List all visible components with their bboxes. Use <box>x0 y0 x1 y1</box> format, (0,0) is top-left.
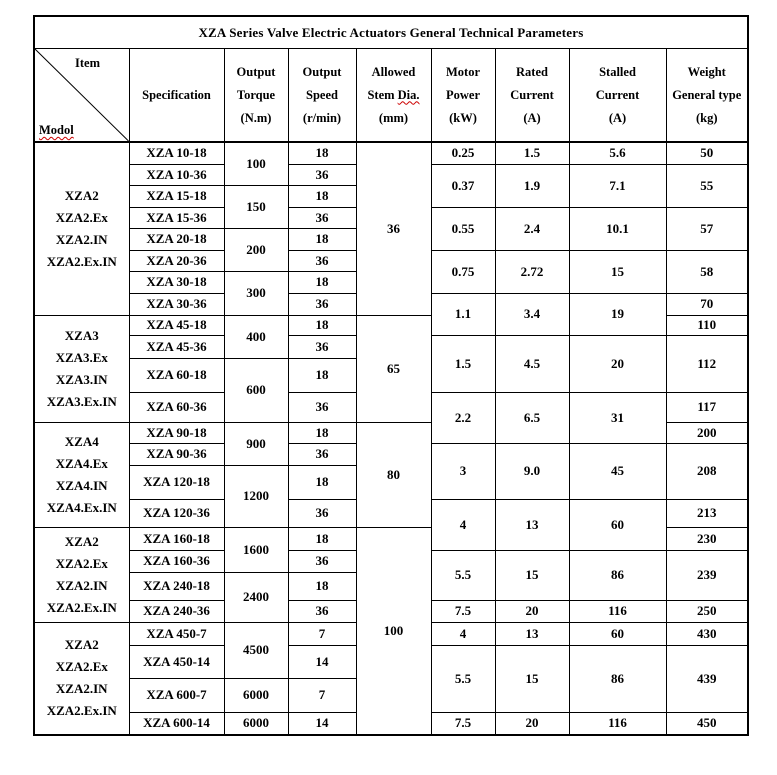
header-line <box>357 84 431 107</box>
cell-weight: 58 <box>666 250 748 293</box>
cell-output-speed: 18 <box>288 358 356 392</box>
cell-stem-dia: 100 <box>356 527 431 735</box>
cell-specification: XZA 90-18 <box>129 422 224 443</box>
cell-stalled-current: 86 <box>569 550 666 600</box>
cell-weight: 110 <box>666 315 748 335</box>
cell-specification: XZA 30-36 <box>129 293 224 315</box>
cell-specification: XZA 450-7 <box>129 622 224 645</box>
cell-rated-current: 1.5 <box>495 142 569 164</box>
corner-item-label: Item <box>75 56 100 70</box>
cell-specification: XZA 30-18 <box>129 271 224 293</box>
model-line: XZA2 <box>64 187 99 203</box>
model-line: XZA3 <box>64 327 99 343</box>
header-line: Specification <box>142 87 211 102</box>
cell-specification: XZA 240-18 <box>129 572 224 600</box>
cell-weight: 439 <box>666 645 748 712</box>
cell-stalled-current: 60 <box>569 622 666 645</box>
model-line: XZA2.IN <box>55 577 108 593</box>
cell-output-speed: 18 <box>288 271 356 293</box>
column-header-allowed-stem-dia <box>356 49 431 143</box>
column-header-specification <box>129 49 224 143</box>
cell-stalled-current: 15 <box>569 250 666 293</box>
model-line: XZA2.Ex <box>55 209 108 225</box>
cell-output-speed: 18 <box>288 185 356 207</box>
cell-stalled-current: 7.1 <box>569 164 666 207</box>
cell-output-speed: 18 <box>288 315 356 335</box>
cell-output-speed: 14 <box>288 712 356 735</box>
cell-specification: XZA 45-36 <box>129 335 224 358</box>
cell-model <box>34 142 129 315</box>
cell-output-torque: 2400 <box>224 572 288 622</box>
cell-rated-current: 9.0 <box>495 443 569 499</box>
cell-motor-power: 4 <box>431 499 495 550</box>
header-line: (kW) <box>449 110 477 125</box>
cell-rated-current: 2.4 <box>495 207 569 250</box>
cell-specification: XZA 120-36 <box>129 499 224 527</box>
cell-specification: XZA 20-36 <box>129 250 224 271</box>
cell-output-speed: 36 <box>288 600 356 622</box>
cell-motor-power: 7.5 <box>431 712 495 735</box>
model-line: XZA3.Ex.IN <box>46 393 117 409</box>
model-line: XZA3.IN <box>55 371 108 387</box>
cell-motor-power: 0.25 <box>431 142 495 164</box>
cell-weight: 450 <box>666 712 748 735</box>
cell-stalled-current: 116 <box>569 600 666 622</box>
cell-stalled-current: 19 <box>569 293 666 335</box>
cell-stem-dia: 80 <box>356 422 431 527</box>
cell-rated-current: 1.9 <box>495 164 569 207</box>
cell-stalled-current: 20 <box>569 335 666 392</box>
header-line: (A) <box>608 110 627 125</box>
corner-model-label: Modol <box>39 123 74 137</box>
header-line: Power <box>445 87 480 102</box>
table-container <box>33 15 749 736</box>
cell-output-speed: 36 <box>288 293 356 315</box>
header-line: Torque <box>236 87 276 102</box>
cell-stem-dia: 65 <box>356 315 431 422</box>
parameters-table <box>33 15 749 736</box>
header-row <box>34 49 748 143</box>
model-line: XZA2.Ex.IN <box>46 253 117 269</box>
cell-motor-power: 0.37 <box>431 164 495 207</box>
cell-specification: XZA 10-18 <box>129 142 224 164</box>
cell-rated-current: 4.5 <box>495 335 569 392</box>
title-row <box>34 16 748 49</box>
model-line: XZA2.Ex <box>55 659 108 675</box>
cell-weight: 200 <box>666 422 748 443</box>
cell-output-torque: 900 <box>224 422 288 465</box>
cell-specification: XZA 45-18 <box>129 315 224 335</box>
cell-specification: XZA 600-7 <box>129 678 224 712</box>
header-line: (N.m) <box>240 110 272 125</box>
cell-weight: 112 <box>666 335 748 392</box>
cell-specification: XZA 15-18 <box>129 185 224 207</box>
column-header-output-speed <box>288 49 356 143</box>
cell-output-speed: 36 <box>288 207 356 228</box>
table-row <box>34 142 748 164</box>
header-line: Rated <box>516 64 548 79</box>
cell-stalled-current: 116 <box>569 712 666 735</box>
column-header-motor-power <box>431 49 495 143</box>
cell-output-torque: 200 <box>224 228 288 271</box>
cell-rated-current: 15 <box>495 550 569 600</box>
misspelled-word: Dia. <box>397 87 420 102</box>
cell-stalled-current: 45 <box>569 443 666 499</box>
cell-output-speed: 18 <box>288 228 356 250</box>
cell-output-torque: 6000 <box>224 678 288 712</box>
cell-weight: 250 <box>666 600 748 622</box>
cell-weight: 70 <box>666 293 748 315</box>
model-line: XZA4.IN <box>55 477 108 493</box>
model-line: XZA3.Ex <box>55 349 108 365</box>
column-header-rated-current <box>495 49 569 143</box>
cell-specification: XZA 120-18 <box>129 465 224 499</box>
cell-model <box>34 315 129 422</box>
cell-output-torque: 1600 <box>224 527 288 572</box>
cell-stalled-current: 60 <box>569 499 666 550</box>
cell-rated-current: 15 <box>495 645 569 712</box>
cell-output-speed: 36 <box>288 392 356 422</box>
header-line: (mm) <box>378 110 409 125</box>
cell-motor-power: 5.5 <box>431 550 495 600</box>
header-line: Output <box>302 64 342 79</box>
cell-motor-power: 4 <box>431 622 495 645</box>
cell-rated-current: 3.4 <box>495 293 569 335</box>
cell-output-speed: 36 <box>288 499 356 527</box>
page-title: XZA Series Valve Electric Actuators General Technical Parameters <box>34 16 748 49</box>
cell-weight: 117 <box>666 392 748 422</box>
cell-weight: 208 <box>666 443 748 499</box>
cell-output-torque: 1200 <box>224 465 288 527</box>
header-line: Allowed <box>371 64 416 79</box>
cell-motor-power: 7.5 <box>431 600 495 622</box>
header-line: Stalled <box>599 64 636 79</box>
model-line: XZA2.IN <box>55 231 108 247</box>
cell-output-speed: 7 <box>288 622 356 645</box>
header-line: Current <box>595 87 640 102</box>
cell-weight: 213 <box>666 499 748 527</box>
cell-output-speed: 14 <box>288 645 356 678</box>
cell-weight: 57 <box>666 207 748 250</box>
cell-specification: XZA 600-14 <box>129 712 224 735</box>
cell-output-torque: 4500 <box>224 622 288 678</box>
header-line: (A) <box>523 110 541 125</box>
cell-output-torque: 300 <box>224 271 288 315</box>
model-line: XZA2 <box>64 637 99 653</box>
header-line-text: Stem <box>367 87 398 102</box>
cell-weight: 239 <box>666 550 748 600</box>
cell-output-speed: 36 <box>288 443 356 465</box>
cell-output-speed: 36 <box>288 164 356 185</box>
cell-output-torque: 150 <box>224 185 288 228</box>
cell-output-speed: 36 <box>288 335 356 358</box>
cell-specification: XZA 450-14 <box>129 645 224 678</box>
cell-weight: 50 <box>666 142 748 164</box>
header-line: General type <box>672 87 742 102</box>
model-line: XZA4.Ex <box>55 455 108 471</box>
cell-specification: XZA 60-36 <box>129 392 224 422</box>
cell-rated-current: 13 <box>495 622 569 645</box>
cell-motor-power: 3 <box>431 443 495 499</box>
cell-motor-power: 2.2 <box>431 392 495 443</box>
header-line: (r/min) <box>302 110 342 125</box>
header-line: Current <box>510 87 554 102</box>
cell-output-speed: 36 <box>288 250 356 271</box>
cell-output-torque: 400 <box>224 315 288 358</box>
cell-specification: XZA 160-36 <box>129 550 224 572</box>
cell-output-speed: 36 <box>288 550 356 572</box>
header-line: Motor <box>445 64 480 79</box>
corner-inner <box>35 49 129 141</box>
cell-output-speed: 18 <box>288 572 356 600</box>
cell-specification: XZA 15-36 <box>129 207 224 228</box>
cell-specification: XZA 60-18 <box>129 358 224 392</box>
cell-stalled-current: 5.6 <box>569 142 666 164</box>
cell-weight: 230 <box>666 527 748 550</box>
cell-model <box>34 622 129 735</box>
cell-motor-power: 0.55 <box>431 207 495 250</box>
cell-output-speed: 18 <box>288 142 356 164</box>
cell-rated-current: 6.5 <box>495 392 569 443</box>
header-line: Output <box>236 64 276 79</box>
model-line: XZA4 <box>64 433 99 449</box>
cell-model <box>34 422 129 527</box>
cell-weight: 430 <box>666 622 748 645</box>
cell-stem-dia: 36 <box>356 142 431 315</box>
column-header-stalled-current <box>569 49 666 143</box>
cell-model <box>34 527 129 622</box>
cell-output-torque: 100 <box>224 142 288 185</box>
corner-header-cell <box>34 49 129 143</box>
cell-motor-power: 1.5 <box>431 335 495 392</box>
header-line: Weight <box>687 64 726 79</box>
cell-specification: XZA 160-18 <box>129 527 224 550</box>
cell-specification: XZA 240-36 <box>129 600 224 622</box>
model-line: XZA2 <box>64 533 99 549</box>
cell-output-speed: 18 <box>288 527 356 550</box>
column-header-output-torque <box>224 49 288 143</box>
cell-motor-power: 5.5 <box>431 645 495 712</box>
cell-motor-power: 1.1 <box>431 293 495 335</box>
cell-rated-current: 20 <box>495 600 569 622</box>
column-header-weight <box>666 49 748 143</box>
model-line: XZA2.Ex.IN <box>46 599 117 615</box>
cell-output-speed: 7 <box>288 678 356 712</box>
cell-rated-current: 2.72 <box>495 250 569 293</box>
header-line: (kg) <box>695 110 718 125</box>
cell-stalled-current: 86 <box>569 645 666 712</box>
cell-specification: XZA 90-36 <box>129 443 224 465</box>
cell-weight: 55 <box>666 164 748 207</box>
cell-stalled-current: 31 <box>569 392 666 443</box>
model-line: XZA4.Ex.IN <box>46 499 117 515</box>
cell-motor-power: 0.75 <box>431 250 495 293</box>
header-line: Speed <box>306 87 338 102</box>
model-line: XZA2.Ex.IN <box>46 703 117 719</box>
cell-output-speed: 18 <box>288 465 356 499</box>
cell-rated-current: 13 <box>495 499 569 550</box>
cell-specification: XZA 10-36 <box>129 164 224 185</box>
cell-output-torque: 600 <box>224 358 288 422</box>
cell-output-speed: 18 <box>288 422 356 443</box>
cell-rated-current: 20 <box>495 712 569 735</box>
cell-stalled-current: 10.1 <box>569 207 666 250</box>
cell-specification: XZA 20-18 <box>129 228 224 250</box>
cell-output-torque: 6000 <box>224 712 288 735</box>
model-line: XZA2.IN <box>55 681 108 697</box>
model-line: XZA2.Ex <box>55 555 108 571</box>
